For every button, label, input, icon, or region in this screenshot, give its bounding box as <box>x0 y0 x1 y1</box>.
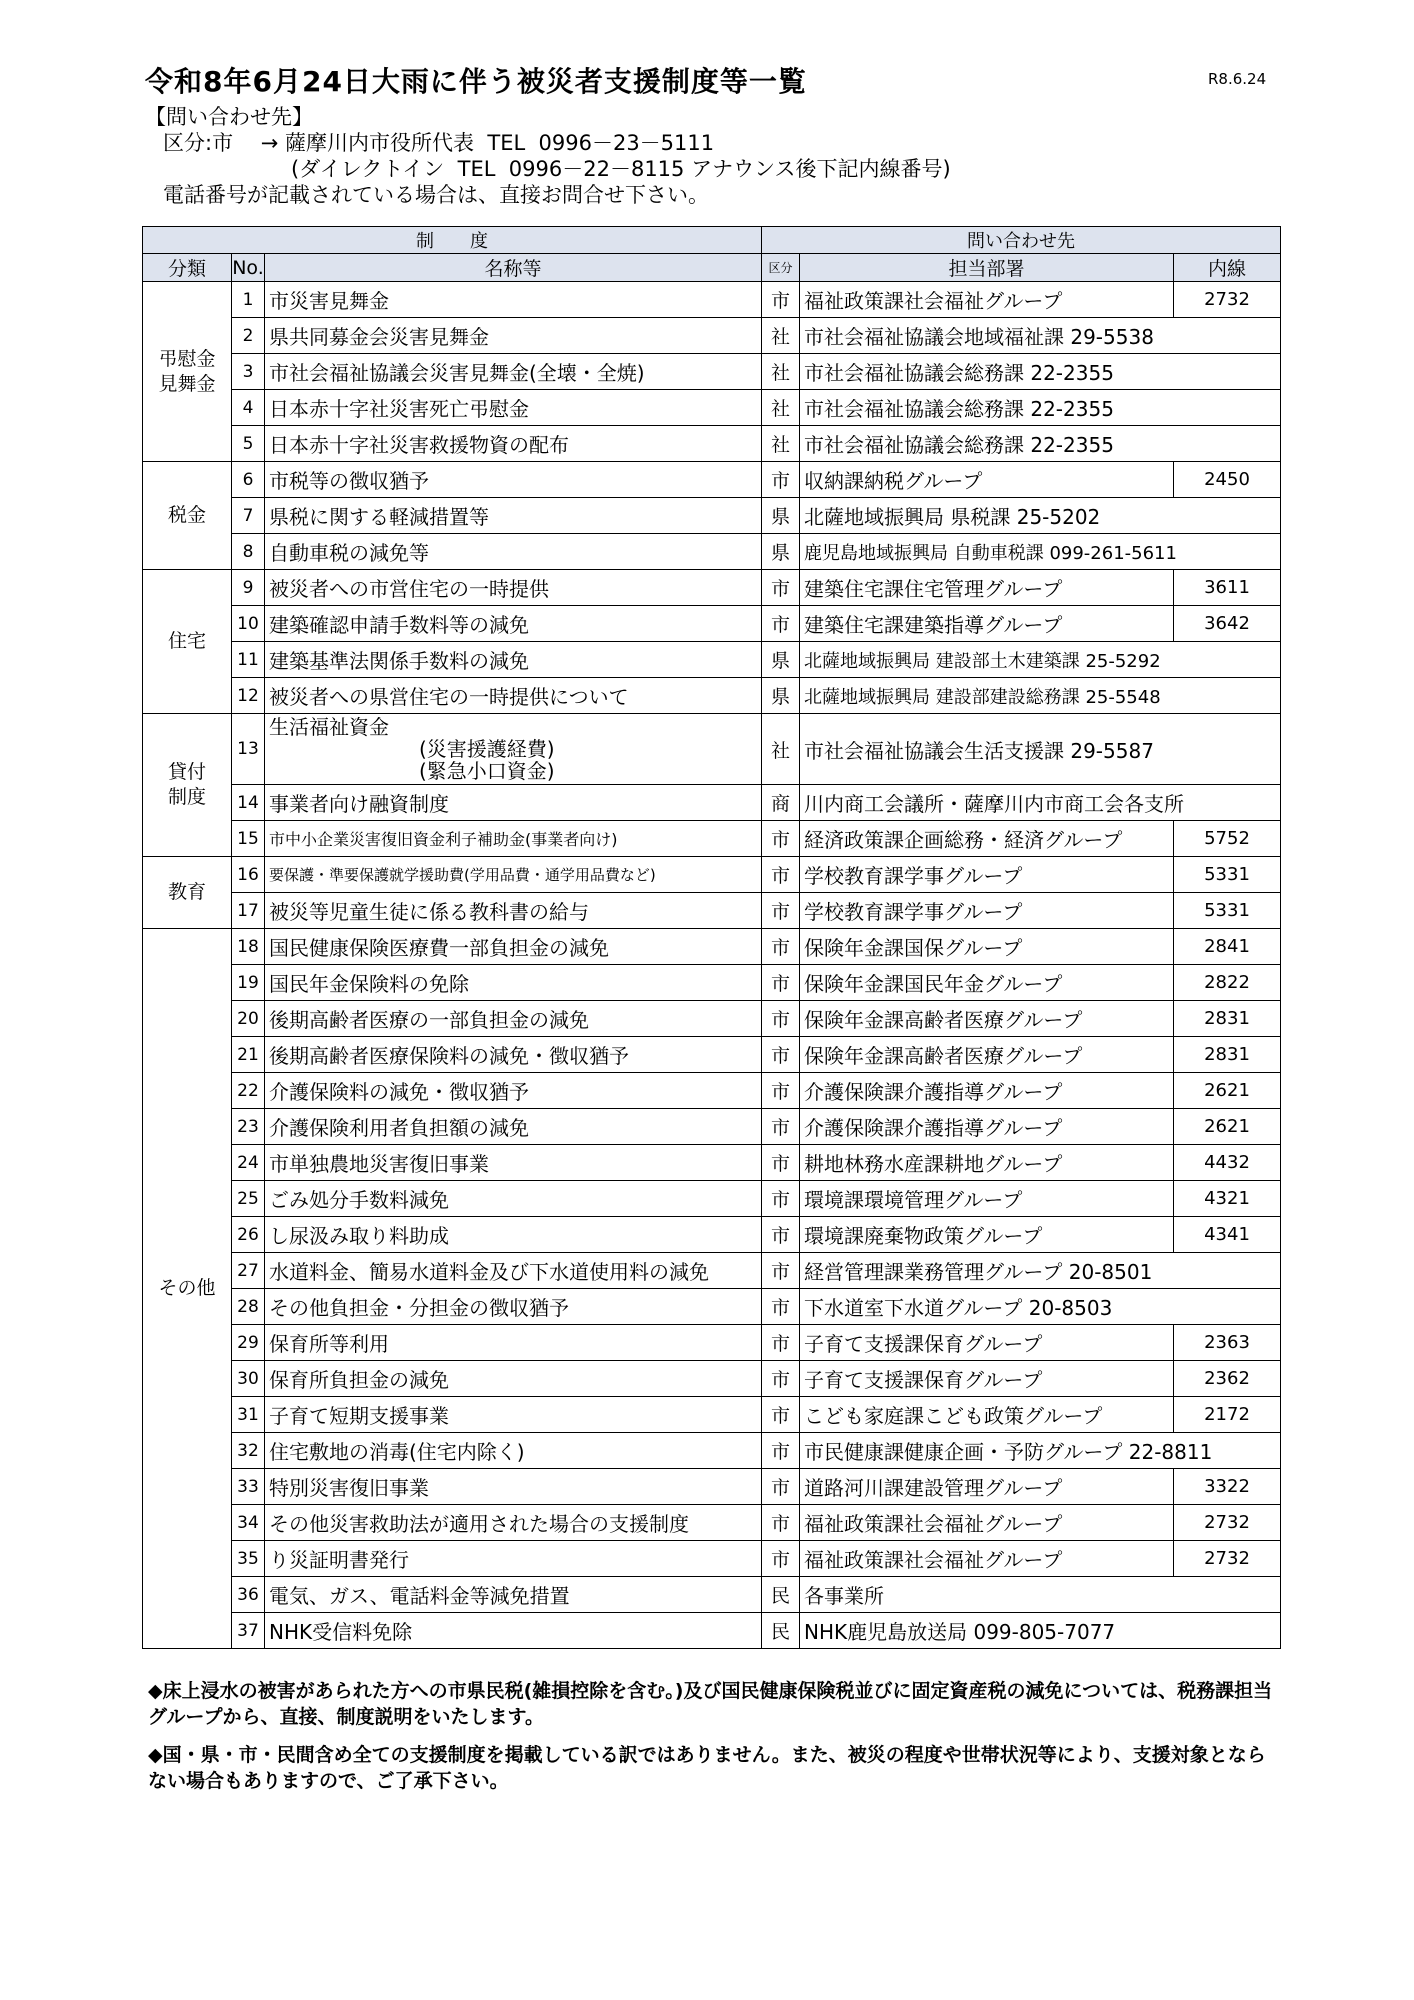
row-extension: 2831 <box>1174 1001 1281 1037</box>
row-number: 2 <box>232 318 265 354</box>
row-department: 環境課廃棄物政策グループ <box>800 1217 1174 1253</box>
row-department: 川内商工会議所・薩摩川内市商工会各支所 <box>800 785 1281 821</box>
row-department: 子育て支援課保育グループ <box>800 1325 1174 1361</box>
row-name: 日本赤十字社災害救援物資の配布 <box>265 426 762 462</box>
row-kubun: 市 <box>762 606 800 642</box>
table-row <box>143 1001 1281 1037</box>
table-row <box>143 1433 1281 1469</box>
row-extension: 2450 <box>1174 462 1281 498</box>
row-kubun: 市 <box>762 821 800 857</box>
row-number: 11 <box>232 642 265 678</box>
row-number: 24 <box>232 1145 265 1181</box>
document-date: R8.6.24 <box>1208 70 1267 88</box>
table-row <box>143 1361 1281 1397</box>
contact-heading: 【問い合わせ先】 <box>145 105 313 129</box>
table-row <box>143 678 1281 714</box>
row-department: 北薩地域振興局 県税課 25-5202 <box>800 498 1281 534</box>
table-row <box>143 1505 1281 1541</box>
row-department: こども家庭課こども政策グループ <box>800 1397 1174 1433</box>
row-name: 建築確認申請手数料等の減免 <box>265 606 762 642</box>
row-extension: 3322 <box>1174 1469 1281 1505</box>
row-number: 17 <box>232 893 265 929</box>
row-extension: 4321 <box>1174 1181 1281 1217</box>
row-name: 特別災害復旧事業 <box>265 1469 762 1505</box>
row-kubun: 民 <box>762 1613 800 1649</box>
row-department: 介護保険課介護指導グループ <box>800 1109 1174 1145</box>
header-no: No. <box>232 254 265 282</box>
row-number: 26 <box>232 1217 265 1253</box>
row-name: その他負担金・分担金の徴収猶予 <box>265 1289 762 1325</box>
row-department: 保険年金課高齢者医療グループ <box>800 1037 1174 1073</box>
row-number: 7 <box>232 498 265 534</box>
category-zeikin: 税金 <box>143 462 232 570</box>
support-table <box>142 226 1281 1649</box>
row-kubun: 市 <box>762 1361 800 1397</box>
row-name: 市税等の徴収猶予 <box>265 462 762 498</box>
row-kubun: 市 <box>762 929 800 965</box>
row-number: 3 <box>232 354 265 390</box>
row-number: 6 <box>232 462 265 498</box>
row-department: 建築住宅課建築指導グループ <box>800 606 1174 642</box>
table-row <box>143 714 1281 785</box>
row-extension: 2831 <box>1174 1037 1281 1073</box>
row-name <box>265 714 762 785</box>
category-sonota: その他 <box>143 929 232 1649</box>
row-department: 耕地林務水産課耕地グループ <box>800 1145 1174 1181</box>
row-extension: 2621 <box>1174 1109 1281 1145</box>
row-name-sub: (緊急小口資金) <box>419 759 555 783</box>
row-name: 被災者への県営住宅の一時提供について <box>265 678 762 714</box>
row-number: 29 <box>232 1325 265 1361</box>
row-number: 8 <box>232 534 265 570</box>
table-row <box>143 1469 1281 1505</box>
table-row <box>143 857 1281 893</box>
row-name: 保育所等利用 <box>265 1325 762 1361</box>
row-kubun: 県 <box>762 534 800 570</box>
row-department: 福祉政策課社会福祉グループ <box>800 1505 1174 1541</box>
row-department: 下水道室下水道グループ 20-8503 <box>800 1289 1281 1325</box>
row-name: 介護保険料の減免・徴収猶予 <box>265 1073 762 1109</box>
row-extension: 5752 <box>1174 821 1281 857</box>
row-name: 市社会福祉協議会災害見舞金(全壊・全焼) <box>265 354 762 390</box>
table-row <box>143 1181 1281 1217</box>
row-name-main: 生活福祉資金 <box>269 715 389 739</box>
table-row <box>143 1253 1281 1289</box>
row-name: り災証明書発行 <box>265 1541 762 1577</box>
row-extension: 4432 <box>1174 1145 1281 1181</box>
category-jutaku: 住宅 <box>143 570 232 714</box>
header-toiawase: 問い合わせ先 <box>762 227 1281 254</box>
row-number: 4 <box>232 390 265 426</box>
row-department: 保険年金課国民年金グループ <box>800 965 1174 1001</box>
row-name: 電気、ガス、電話料金等減免措置 <box>265 1577 762 1613</box>
row-name-sub: (災害援護経費) <box>419 737 555 761</box>
row-number: 15 <box>232 821 265 857</box>
row-number: 30 <box>232 1361 265 1397</box>
contact-line-direct: (ダイレクトイン TEL 0996－22－8115 アナウンス後下記内線番号) <box>291 157 951 181</box>
table-row <box>143 282 1281 318</box>
row-department: 経営管理課業務管理グループ 20-8501 <box>800 1253 1281 1289</box>
row-name: NHK受信料免除 <box>265 1613 762 1649</box>
table-row <box>143 929 1281 965</box>
table-row <box>143 893 1281 929</box>
row-extension: 2621 <box>1174 1073 1281 1109</box>
row-extension: 2732 <box>1174 1541 1281 1577</box>
row-department: NHK鹿児島放送局 099-805-7077 <box>800 1613 1281 1649</box>
header-meisho: 名称等 <box>265 254 762 282</box>
row-kubun: 社 <box>762 318 800 354</box>
row-kubun: 県 <box>762 678 800 714</box>
table-row <box>143 318 1281 354</box>
row-department: 環境課環境管理グループ <box>800 1181 1174 1217</box>
row-name: 国民年金保険料の免除 <box>265 965 762 1001</box>
row-number: 37 <box>232 1613 265 1649</box>
row-kubun: 市 <box>762 1073 800 1109</box>
table-row <box>143 1613 1281 1649</box>
header-seido: 制 度 <box>143 227 762 254</box>
row-kubun: 民 <box>762 1577 800 1613</box>
notes-section <box>148 1678 1278 1806</box>
row-kubun: 市 <box>762 965 800 1001</box>
contact-line-main: 区分:市 → 薩摩川内市役所代表 TEL 0996－23－5111 <box>163 131 715 155</box>
table-row <box>143 426 1281 462</box>
row-kubun: 社 <box>762 714 800 785</box>
row-name: 後期高齢者医療保険料の減免・徴収猶予 <box>265 1037 762 1073</box>
row-department: 経済政策課企画総務・経済グループ <box>800 821 1174 857</box>
row-name: 市中小企業災害復旧資金利子補助金(事業者向け) <box>265 821 762 857</box>
row-kubun: 市 <box>762 893 800 929</box>
row-extension: 4341 <box>1174 1217 1281 1253</box>
table-header-row-2 <box>143 254 1281 282</box>
page-title: 令和8年6月24日大雨に伴う被災者支援制度等一覧 <box>145 65 807 98</box>
row-kubun: 市 <box>762 1109 800 1145</box>
row-kubun: 市 <box>762 282 800 318</box>
row-number: 36 <box>232 1577 265 1613</box>
row-number: 31 <box>232 1397 265 1433</box>
row-department: 市民健康課健康企画・予防グループ 22-8811 <box>800 1433 1281 1469</box>
row-name: 被災等児童生徒に係る教科書の給与 <box>265 893 762 929</box>
note-tax: ◆床上浸水の被害があられた方への市県民税(雑損控除を含む。)及び国民健康保険税並びに固定資産税の減免については、税務課担当グループから、直接、制度説明をいたします。 <box>148 1680 1273 1728</box>
row-kubun: 市 <box>762 1325 800 1361</box>
table-body <box>143 282 1281 1649</box>
row-name: 介護保険利用者負担額の減免 <box>265 1109 762 1145</box>
table-row <box>143 1397 1281 1433</box>
row-extension: 5331 <box>1174 893 1281 929</box>
row-extension: 2841 <box>1174 929 1281 965</box>
row-kubun: 市 <box>762 857 800 893</box>
row-name: 建築基準法関係手数料の減免 <box>265 642 762 678</box>
table-row <box>143 606 1281 642</box>
row-kubun: 市 <box>762 1289 800 1325</box>
header-tanto: 担当部署 <box>800 254 1174 282</box>
table-row <box>143 534 1281 570</box>
row-name: し尿汲み取り料助成 <box>265 1217 762 1253</box>
row-kubun: 市 <box>762 462 800 498</box>
row-number: 19 <box>232 965 265 1001</box>
row-number: 27 <box>232 1253 265 1289</box>
row-kubun: 県 <box>762 498 800 534</box>
row-number: 32 <box>232 1433 265 1469</box>
header-naisen: 内線 <box>1174 254 1281 282</box>
row-number: 22 <box>232 1073 265 1109</box>
row-kubun: 市 <box>762 1397 800 1433</box>
row-department: 市社会福祉協議会総務課 22-2355 <box>800 354 1281 390</box>
contact-info <box>145 104 951 208</box>
row-department: 市社会福祉協議会総務課 22-2355 <box>800 426 1281 462</box>
row-name: 後期高齢者医療の一部負担金の減免 <box>265 1001 762 1037</box>
note-disclaimer: ◆国・県・市・民間含め全ての支援制度を掲載している訳ではありません。また、被災の程度や世帯状況等により、支援対象とならない場合もありますので、ご了承下さい。 <box>148 1744 1266 1792</box>
row-number: 25 <box>232 1181 265 1217</box>
table-row <box>143 1109 1281 1145</box>
row-extension: 2822 <box>1174 965 1281 1001</box>
row-number: 5 <box>232 426 265 462</box>
row-extension: 2732 <box>1174 282 1281 318</box>
row-extension: 3642 <box>1174 606 1281 642</box>
row-name: 水道料金、簡易水道料金及び下水道使用料の減免 <box>265 1253 762 1289</box>
row-kubun: 商 <box>762 785 800 821</box>
row-name: 県共同募金会災害見舞金 <box>265 318 762 354</box>
row-number: 33 <box>232 1469 265 1505</box>
row-name: 市単独農地災害復旧事業 <box>265 1145 762 1181</box>
row-kubun: 県 <box>762 642 800 678</box>
table-row <box>143 821 1281 857</box>
row-department: 学校教育課学事グループ <box>800 857 1174 893</box>
row-department: 収納課納税グループ <box>800 462 1174 498</box>
row-department: 各事業所 <box>800 1577 1281 1613</box>
row-department: 保険年金課国保グループ <box>800 929 1174 965</box>
row-department: 北薩地域振興局 建設部土木建築課 25-5292 <box>800 642 1281 678</box>
row-name: その他災害救助法が適用された場合の支援制度 <box>265 1505 762 1541</box>
row-department: 学校教育課学事グループ <box>800 893 1174 929</box>
row-kubun: 市 <box>762 1541 800 1577</box>
row-kubun: 社 <box>762 426 800 462</box>
row-department: 市社会福祉協議会生活支援課 29-5587 <box>800 714 1281 785</box>
contact-line-note: 電話番号が記載されている場合は、直接お問合せ下さい。 <box>163 183 709 207</box>
category-kashitsuke: 貸付 制度 <box>143 714 232 857</box>
row-department: 保険年金課高齢者医療グループ <box>800 1001 1174 1037</box>
row-name: 住宅敷地の消毒(住宅内除く) <box>265 1433 762 1469</box>
table-row <box>143 498 1281 534</box>
header-bunrui: 分類 <box>143 254 232 282</box>
row-name: 自動車税の減免等 <box>265 534 762 570</box>
row-kubun: 市 <box>762 1253 800 1289</box>
row-name: 県税に関する軽減措置等 <box>265 498 762 534</box>
row-department: 子育て支援課保育グループ <box>800 1361 1174 1397</box>
row-name: 国民健康保険医療費一部負担金の減免 <box>265 929 762 965</box>
row-department: 建築住宅課住宅管理グループ <box>800 570 1174 606</box>
table-row <box>143 785 1281 821</box>
table-row <box>143 570 1281 606</box>
row-name: ごみ処分手数料減免 <box>265 1181 762 1217</box>
table-row <box>143 1073 1281 1109</box>
row-extension: 2732 <box>1174 1505 1281 1541</box>
row-name: 事業者向け融資制度 <box>265 785 762 821</box>
table-row <box>143 1145 1281 1181</box>
row-number: 13 <box>232 714 265 785</box>
category-kyoiku: 教育 <box>143 857 232 929</box>
row-department: 道路河川課建設管理グループ <box>800 1469 1174 1505</box>
row-department: 福祉政策課社会福祉グループ <box>800 1541 1174 1577</box>
row-kubun: 市 <box>762 570 800 606</box>
row-name: 市災害見舞金 <box>265 282 762 318</box>
row-name: 子育て短期支援事業 <box>265 1397 762 1433</box>
table-row <box>143 1577 1281 1613</box>
table-row <box>143 1541 1281 1577</box>
row-number: 18 <box>232 929 265 965</box>
row-department: 介護保険課介護指導グループ <box>800 1073 1174 1109</box>
table-row <box>143 354 1281 390</box>
row-extension: 5331 <box>1174 857 1281 893</box>
row-extension: 2362 <box>1174 1361 1281 1397</box>
row-number: 35 <box>232 1541 265 1577</box>
row-number: 23 <box>232 1109 265 1145</box>
row-number: 9 <box>232 570 265 606</box>
row-number: 14 <box>232 785 265 821</box>
row-number: 1 <box>232 282 265 318</box>
row-name: 日本赤十字社災害死亡弔慰金 <box>265 390 762 426</box>
row-number: 34 <box>232 1505 265 1541</box>
row-number: 12 <box>232 678 265 714</box>
table-row <box>143 965 1281 1001</box>
row-department: 北薩地域振興局 建設部建設総務課 25-5548 <box>800 678 1281 714</box>
row-extension: 2172 <box>1174 1397 1281 1433</box>
row-extension: 3611 <box>1174 570 1281 606</box>
row-kubun: 市 <box>762 1001 800 1037</box>
row-kubun: 市 <box>762 1505 800 1541</box>
row-kubun: 社 <box>762 354 800 390</box>
row-department: 福祉政策課社会福祉グループ <box>800 282 1174 318</box>
row-kubun: 市 <box>762 1433 800 1469</box>
category-choi: 弔慰金 見舞金 <box>143 282 232 462</box>
row-name: 要保護・準要保護就学援助費(学用品費・通学用品費など) <box>265 857 762 893</box>
row-department: 市社会福祉協議会地域福祉課 29-5538 <box>800 318 1281 354</box>
row-kubun: 社 <box>762 390 800 426</box>
row-kubun: 市 <box>762 1469 800 1505</box>
row-kubun: 市 <box>762 1217 800 1253</box>
table-row <box>143 1037 1281 1073</box>
row-number: 20 <box>232 1001 265 1037</box>
row-kubun: 市 <box>762 1037 800 1073</box>
row-number: 16 <box>232 857 265 893</box>
table-row <box>143 1325 1281 1361</box>
row-number: 21 <box>232 1037 265 1073</box>
table-row <box>143 390 1281 426</box>
header-kubun: 区分 <box>762 254 800 282</box>
table-row <box>143 1217 1281 1253</box>
row-number: 28 <box>232 1289 265 1325</box>
row-extension: 2363 <box>1174 1325 1281 1361</box>
table-row <box>143 642 1281 678</box>
table-row <box>143 462 1281 498</box>
row-kubun: 市 <box>762 1181 800 1217</box>
table-header-row-1 <box>143 227 1281 254</box>
table-row <box>143 1289 1281 1325</box>
row-name: 保育所負担金の減免 <box>265 1361 762 1397</box>
row-number: 10 <box>232 606 265 642</box>
row-department: 市社会福祉協議会総務課 22-2355 <box>800 390 1281 426</box>
row-name: 被災者への市営住宅の一時提供 <box>265 570 762 606</box>
row-department: 鹿児島地域振興局 自動車税課 099-261-5611 <box>800 534 1281 570</box>
row-kubun: 市 <box>762 1145 800 1181</box>
